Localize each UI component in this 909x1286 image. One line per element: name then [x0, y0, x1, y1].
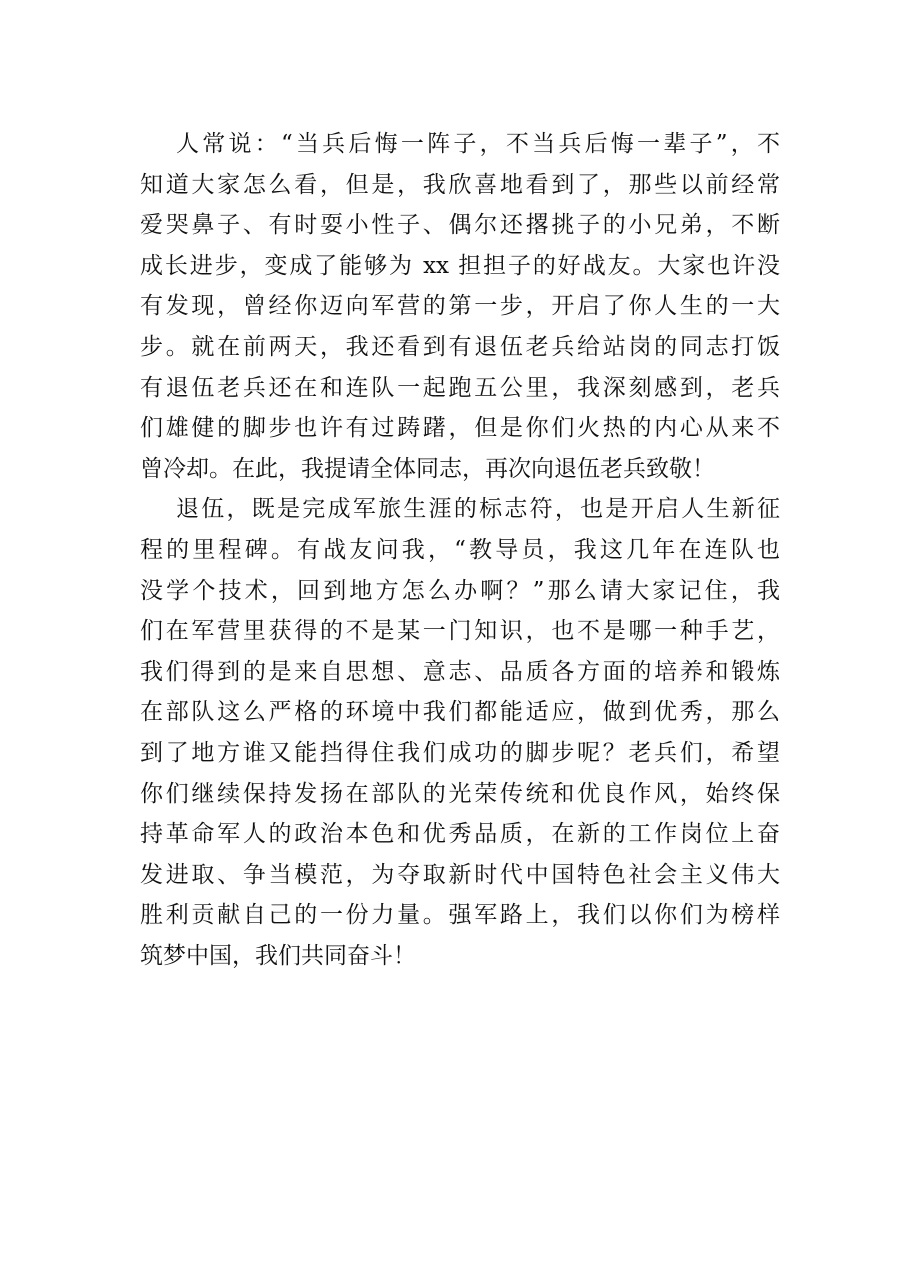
paragraph-line: 有退伍老兵还在和连队一起跑五公里，我深刻感到，老兵	[140, 374, 780, 401]
paragraph-line: 成长进步，变成了能够为 xx 担担子的好战友。大家也许没	[140, 252, 780, 279]
paragraph-line: 步。就在前两天，我还看到有退伍老兵给站岗的同志打饭	[140, 333, 780, 360]
paragraph-line: 程的里程碑。有战友问我，“教导员，我这几年在连队也	[140, 536, 780, 563]
paragraph-line: 到了地方谁又能挡得住我们成功的脚步呢？老兵们，希望	[140, 739, 780, 766]
paragraph-line: 曾冷却。在此，我提请全体同志，再次向退伍老兵致敬！	[140, 455, 715, 482]
paragraph-2	[140, 489, 780, 976]
paragraph-line: 们雄健的脚步也许有过踌躇，但是你们火热的内心从来不	[140, 415, 780, 442]
paragraph-line: 我们得到的是来自思想、意志、品质各方面的培养和锻炼	[140, 658, 780, 685]
paragraph-line: 有发现，曾经你迈向军营的第一步，开启了你人生的一大	[140, 293, 780, 320]
paragraph-line: 筑梦中国，我们共同奋斗！	[140, 942, 416, 969]
paragraph-line: 人常说：“当兵后悔一阵子，不当兵后悔一辈子”，不	[176, 131, 780, 157]
paragraph-line: 你们继续保持发扬在部队的光荣传统和优良作风，始终保	[140, 780, 780, 807]
paragraph-line: 没学个技术，回到地方怎么办啊？”那么请大家记住，我	[140, 577, 780, 604]
paragraph-1	[140, 124, 780, 489]
paragraph-line: 发进取、争当模范，为夺取新时代中国特色社会主义伟大	[140, 861, 780, 888]
paragraph-line: 退伍，既是完成军旅生涯的标志符，也是开启人生新征	[176, 496, 780, 523]
paragraph-line: 持革命军人的政治本色和优秀品质，在新的工作岗位上奋	[140, 821, 780, 848]
paragraph-line: 知道大家怎么看，但是，我欣喜地看到了，那些以前经常	[140, 171, 780, 198]
paragraph-line: 爱哭鼻子、有时耍小性子、偶尔还撂挑子的小兄弟，不断	[140, 212, 780, 239]
document-body	[140, 124, 780, 976]
paragraph-line: 在部队这么严格的环境中我们都能适应，做到优秀，那么	[140, 699, 780, 726]
paragraph-line: 胜利贡献自己的一份力量。强军路上，我们以你们为榜样	[140, 902, 780, 929]
paragraph-line: 们在军营里获得的不是某一门知识，也不是哪一种手艺，	[140, 618, 780, 645]
